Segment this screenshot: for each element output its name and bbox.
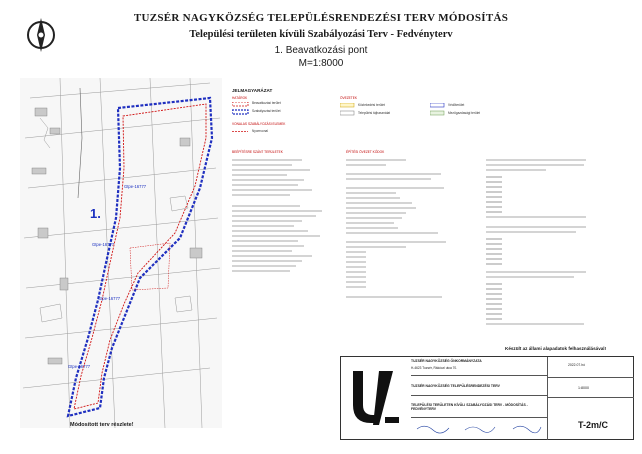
- legend-item-landuse: Települési tájhasználat: [358, 111, 391, 115]
- parcel-label-3: Gtpe-16777: [98, 296, 121, 301]
- signatures: [415, 421, 545, 435]
- sheet-number: T-2m/C: [578, 420, 609, 430]
- area-number: 1.: [90, 206, 101, 221]
- protection-swatches: [430, 103, 448, 117]
- legend-item-protection: Védőterület: [448, 103, 465, 107]
- text-block-middle: [346, 157, 456, 307]
- project-name: TUZSÉR NAGYKÖZSÉG TELEPÜLÉSRENDEZÉSI TERV: [411, 384, 500, 388]
- parcel-label-4: Gtpe-16777: [68, 364, 91, 369]
- zone-swatches: [340, 103, 358, 117]
- scale-label: M=1:8000: [298, 58, 344, 69]
- plan-date: 2022.07.hó: [568, 363, 585, 367]
- source-note: Készült az állami alapadatok felhasználásával!: [505, 346, 607, 351]
- legend-item-agri: Mezőgazdasági terület: [448, 111, 481, 115]
- plan-name: TELEPÜLÉSI TERÜLETEN KÍVÜLI SZABÁLYOZÁSI TERV - MÓDOSÍTÁS - FEDVÉNYTERV: [411, 403, 528, 411]
- parcel-label-2: Gtpe-16777: [92, 242, 115, 247]
- section-label: 1. Beavatkozási pont: [274, 45, 368, 56]
- legend-section-built: BEÉPÍTÉSRE SZÁNT TERÜLETEK: [232, 150, 283, 154]
- legend-item-transport: Közlekedési terület: [358, 103, 385, 107]
- line-swatch: [232, 129, 250, 134]
- legend-title: JELMAGYARÁZAT: [232, 88, 273, 93]
- map-view[interactable]: [20, 78, 222, 428]
- text-block-right: [486, 157, 606, 337]
- plan-scale: 1:8000: [578, 386, 589, 390]
- legend-group-lines: VONALAS SZABÁLYOZÁSI ELEMEK: [232, 122, 286, 126]
- parcel-label-1: Gtpe-16777: [124, 184, 147, 189]
- legend-item-intervention: Beavatkozási terület: [252, 101, 281, 105]
- company-logo-icon: [349, 365, 403, 431]
- legend-section-codes: ÉPÍTÉSI ÖVEZET KÓDOK: [346, 150, 385, 154]
- legend-item-line: Nyomvonal: [252, 129, 268, 133]
- legend-item-regulation: Szabályozási terület: [252, 109, 281, 113]
- map-note: Módosított terv részlete!: [70, 422, 134, 428]
- legend-group-boundaries: HATÁROK: [232, 96, 248, 100]
- client-name: TUZSÉR NAGYKÖZSÉG ÖNKORMÁNYZATA: [411, 359, 482, 363]
- text-block-left: [232, 157, 332, 307]
- legend-group-zones: ÖVEZETEK: [340, 96, 358, 100]
- plan-subtitle: Települési területen kívüli Szabályozási Terv - Fedvényterv: [189, 29, 453, 40]
- client-address: H-4623 Tuzsér, Rákóczi utca 70.: [411, 366, 458, 370]
- plan-title: TUZSÉR NAGYKÖZSÉG TELEPÜLÉSRENDEZÉSI TERV MÓDOSÍTÁS: [133, 12, 509, 24]
